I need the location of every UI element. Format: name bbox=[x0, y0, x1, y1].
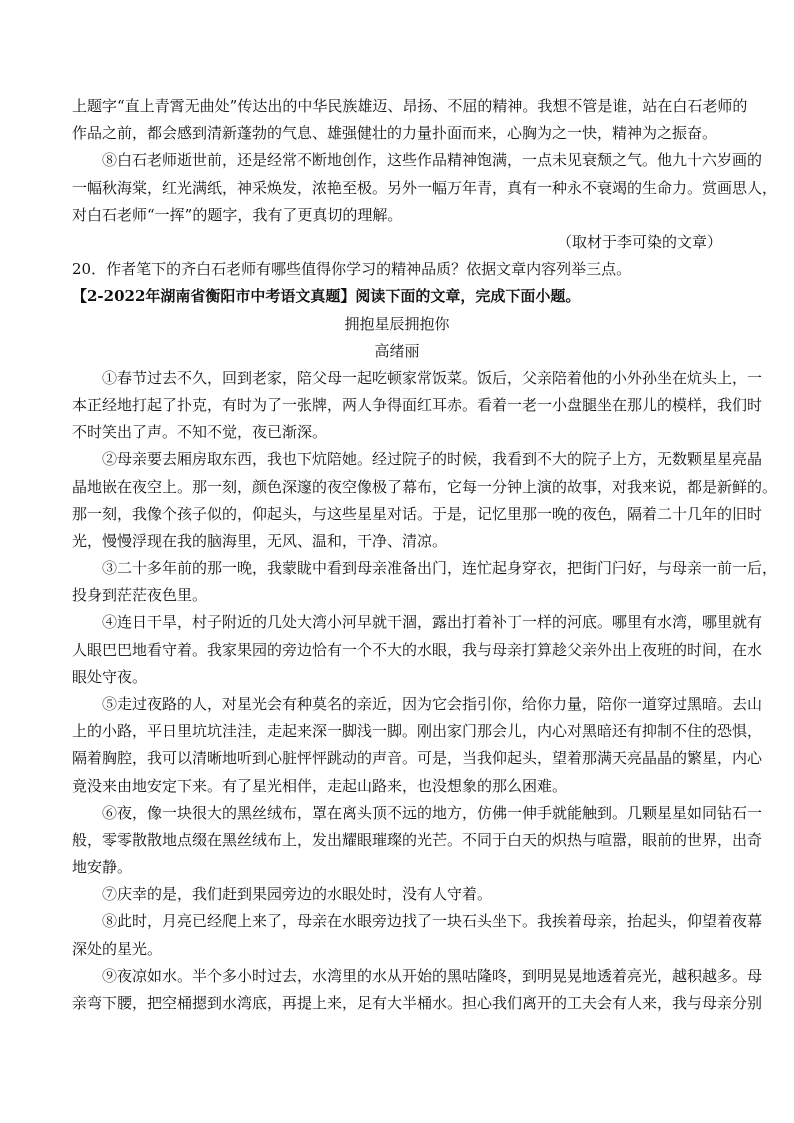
body-text-line: 晶地嵌在夜空上。那一刻，颜色深邃的夜空像极了幕布，它每一分钟上演的故事，对我来说，都是新鲜的。 bbox=[72, 478, 778, 496]
body-text-line: 眼处守夜。 bbox=[72, 668, 148, 686]
body-text-line: 上题字“直上青霄无曲处”传达出的中华民族雄迈、昂扬、不屈的精神。我想不管是谁，站在白石老师的 bbox=[72, 97, 748, 115]
body-text-line: 对白石老师“一挥”的题字，我有了更真切的理解。 bbox=[72, 206, 403, 224]
body-text-line: 作品之前，都会感到清新蓬勃的气息、雄强健壮的力量扑面而来，心胸为之一快，精神为之振奋。 bbox=[72, 124, 718, 142]
source-attribution: （取材于李可染的文章） bbox=[556, 233, 722, 251]
body-text-line: 亲弯下腰，把空桶摁到水湾底，再提上来，足有大半桶水。担心我们离开的工夫会有人来，我与母亲分别 bbox=[72, 994, 763, 1012]
body-text-line: 般，零零散散地点缀在黑丝绒布上，发出耀眼璀璨的光芒。不同于白天的炽热与喧嚣，眼前的世界，出奇 bbox=[72, 831, 763, 849]
body-text-line: 深处的星光。 bbox=[72, 940, 163, 958]
body-text-line: ⑧此时，月亮已经爬上来了，母亲在水眼旁边找了一块石头坐下。我挨着母亲，抬起头，仰望着夜幕 bbox=[102, 912, 763, 930]
section-heading: 【2-2022年湖南省衡阳市中考语文真题】阅读下面的文章，完成下面小题。 bbox=[72, 287, 581, 305]
body-text-line: 本正经地打起了扑克，有时为了一张牌，两人争得面红耳赤。看着一老一小盘腿坐在那儿的模样，我们时 bbox=[72, 396, 763, 414]
body-text-line: ⑥夜，像一块很大的黑丝绒布，罩在离头顶不远的地方，仿佛一伸手就能触到。几颗星星如同钻石一 bbox=[102, 804, 763, 822]
body-text-line: 地安静。 bbox=[72, 858, 133, 876]
body-text-line: ③二十多年前的那一晚，我蒙眬中看到母亲准备出门，连忙起身穿衣，把街门闩好，与母亲一前一后， bbox=[102, 559, 778, 577]
body-text-line: ④连日干旱，村子附近的几处大湾小河早就干涸，露出打着补丁一样的河底。哪里有水湾，哪里就有 bbox=[102, 613, 763, 631]
body-text-line: ⑨夜凉如水。半个多小时过去，水湾里的水从开始的黑咕隆咚，到明晃晃地透着亮光，越积越多。母 bbox=[102, 967, 763, 985]
body-text-line: ⑤走过夜路的人，对星光会有种莫名的亲近，因为它会指引你，给你力量，陪你一道穿过黑暗。去山 bbox=[102, 695, 763, 713]
body-text-line: 人眼巴巴地看守着。我家果园的旁边恰有一个不大的水眼，我与母亲打算趁父亲外出上夜班的时间，在水 bbox=[72, 641, 763, 659]
article-author: 高绪丽 bbox=[374, 342, 420, 360]
body-text-line: ②母亲要去厢房取东西，我也下炕陪她。经过院子的时候，我看到不大的院子上方，无数颗星星亮晶 bbox=[102, 450, 763, 468]
body-text-line: 投身到茫茫夜色里。 bbox=[72, 586, 208, 604]
body-text-line: ⑦庆幸的是，我们赶到果园旁边的水眼处时，没有人守着。 bbox=[102, 885, 493, 903]
body-text-line: ⑧白石老师逝世前，还是经常不断地创作，这些作品精神饱满，一点未见衰颓之气。他九十六岁画的 bbox=[102, 151, 763, 169]
body-text-line: 一幅秋海棠，红光满纸，神采焕发，浓艳至极。另外一幅万年青，真有一种永不衰竭的生命力。赏画思人， bbox=[72, 179, 778, 197]
question-20: 20．作者笔下的齐白石老师有哪些值得你学习的精神品质？依据文章内容列举三点。 bbox=[72, 260, 632, 278]
body-text-line: 上的小路，平日里坑坑洼洼，走起来深一脚浅一脚。刚出家门那会儿，内心对黑暗还有抑制不住的恐惧， bbox=[72, 722, 763, 740]
article-title: 拥抱星辰拥抱你 bbox=[344, 315, 450, 333]
body-text-line: 不时笑出了声。不知不觉，夜已渐深。 bbox=[72, 423, 328, 441]
body-text-line: 光，慢慢浮现在我的脑海里，无风、温和，干净、清凉。 bbox=[72, 532, 448, 550]
body-text-line: 那一刻，我像个孩子似的，仰起头，与这些星星对话。于是，记忆里那一晚的夜色，隔着二十几年的旧时 bbox=[72, 505, 763, 523]
body-text-line: 隔着胸腔，我可以清晰地听到心脏怦怦跳动的声音。可是，当我仰起头，望着那满天亮晶晶的繁星，内心 bbox=[72, 749, 763, 767]
body-text-line: 竟没来由地安定下来。有了星光相伴，走起山路来，也没想象的那么困难。 bbox=[72, 777, 568, 795]
body-text-line: ①春节过去不久，回到老家，陪父母一起吃顿家常饭菜。饭后，父亲陪着他的小外孙坐在炕头上，一 bbox=[102, 369, 763, 387]
